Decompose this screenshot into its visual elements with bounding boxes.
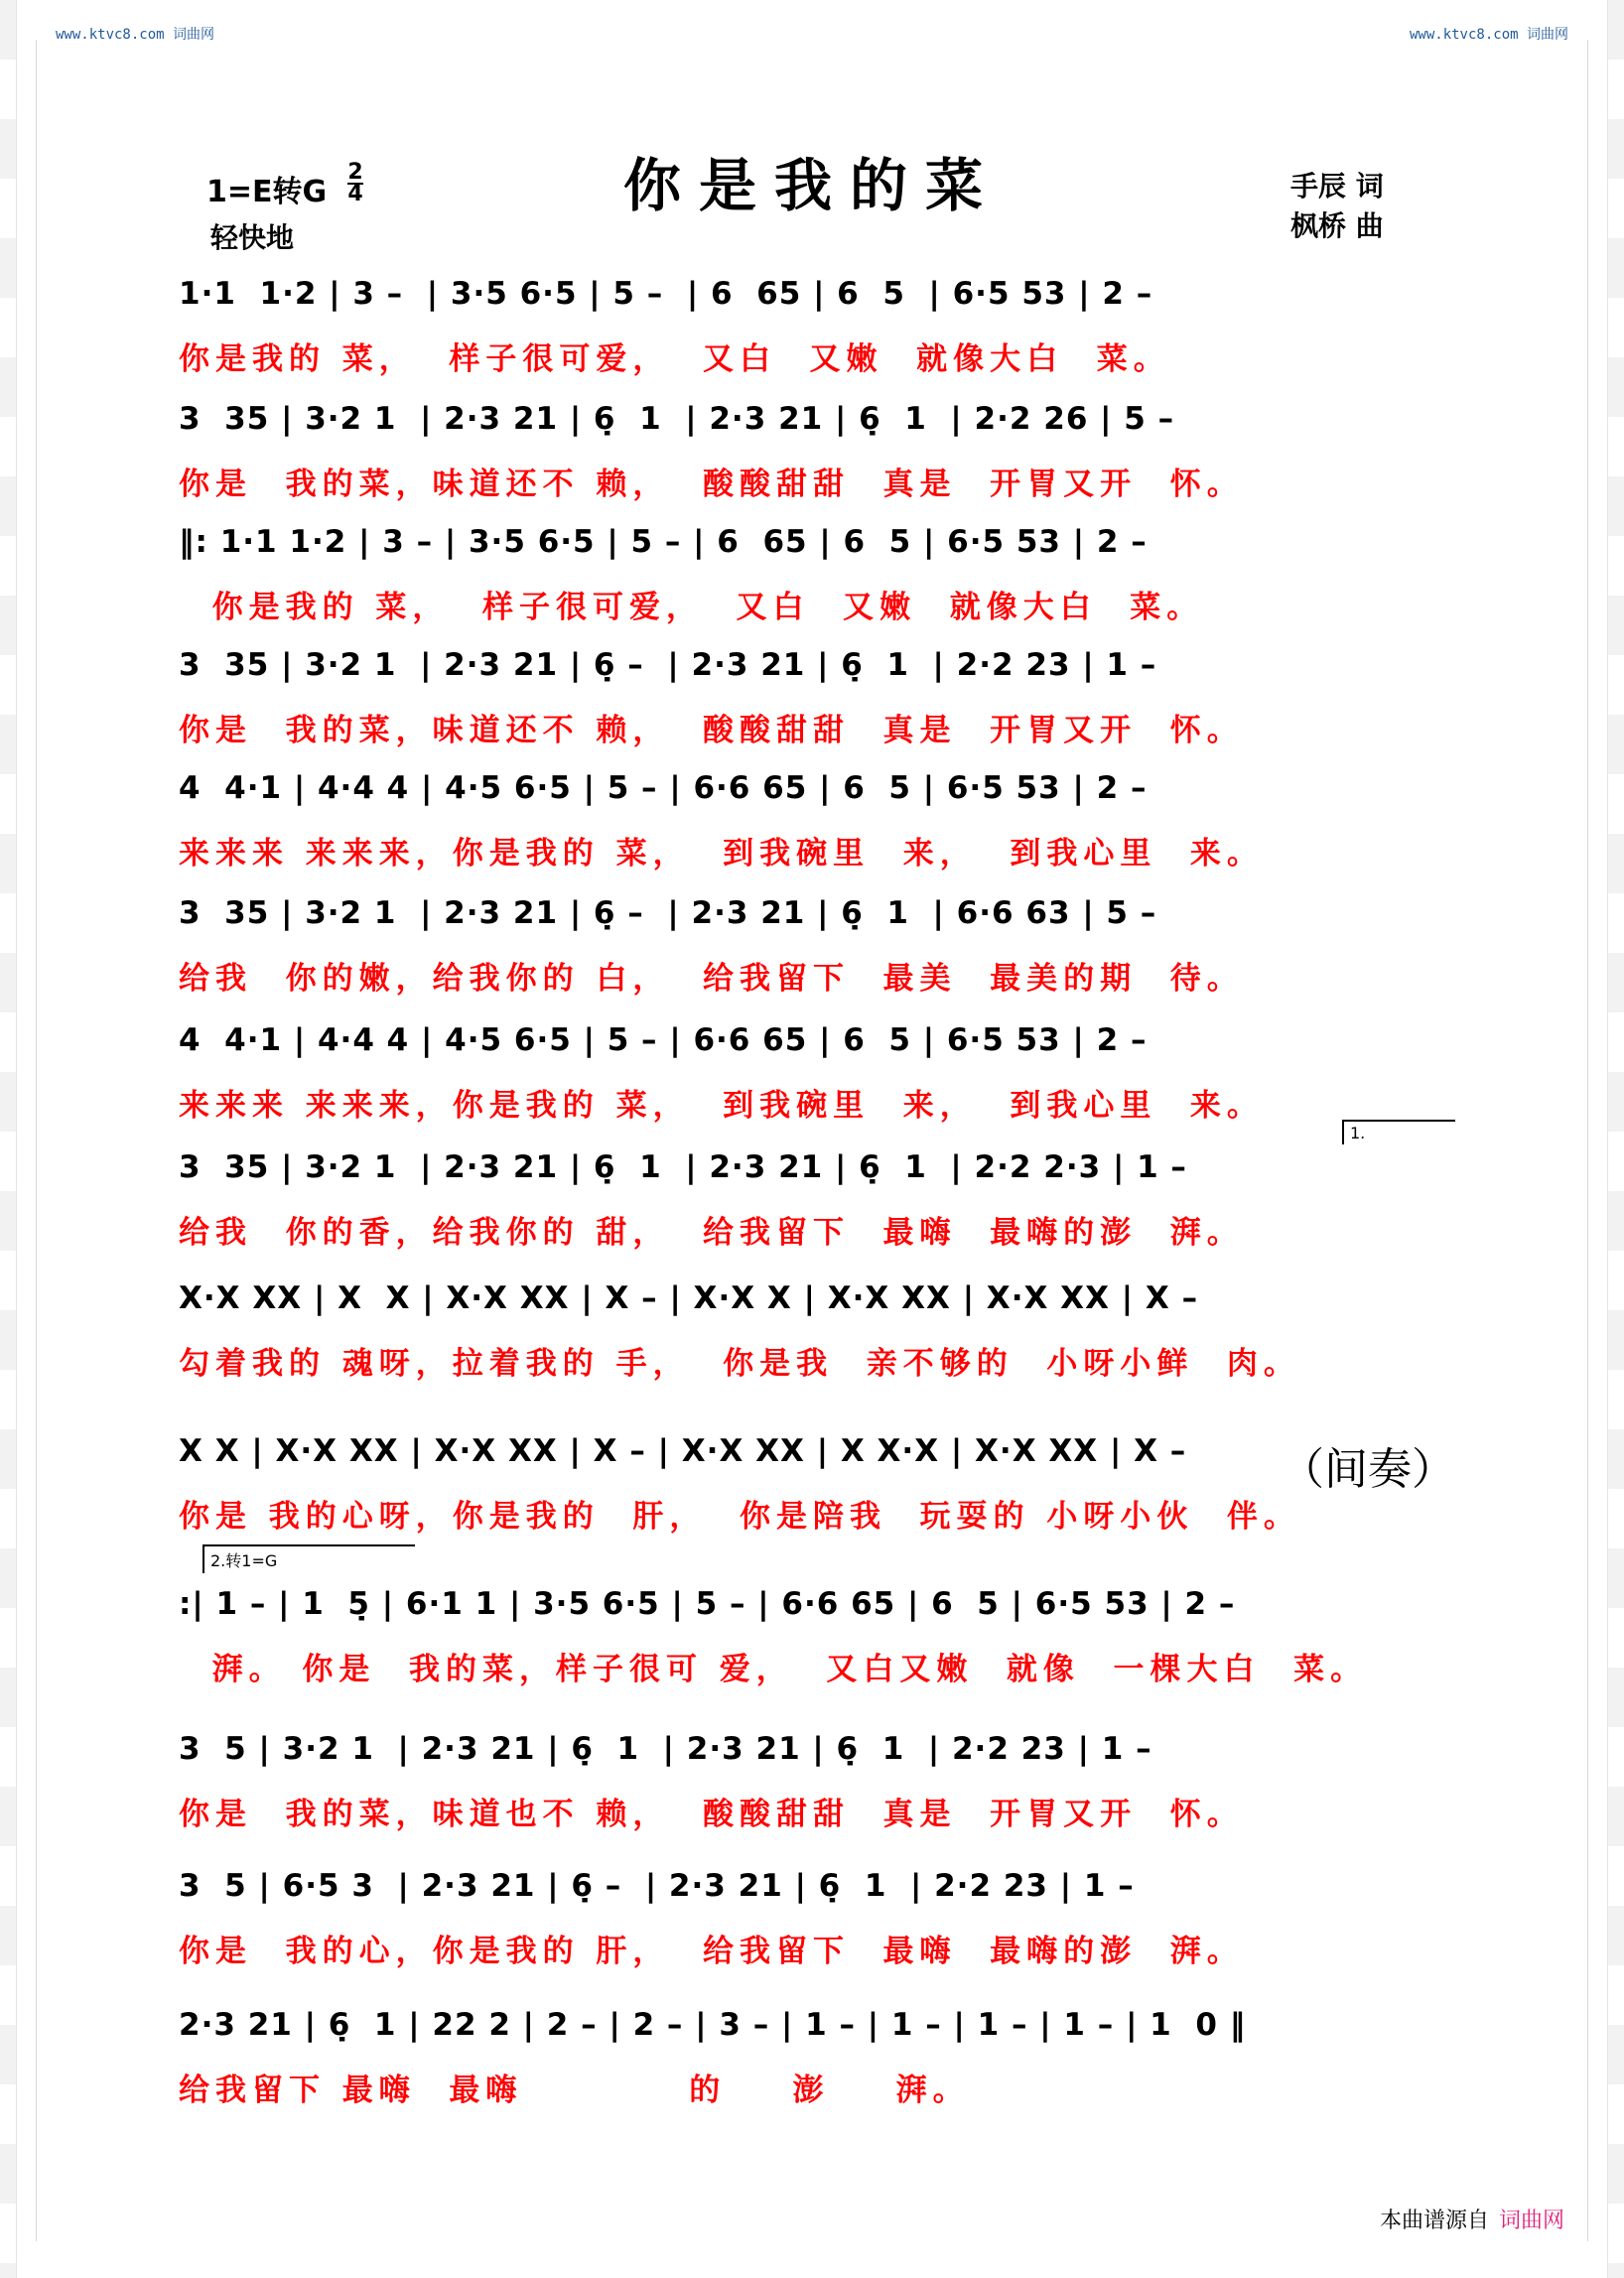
interlude-marking: （间奏） [1281,1444,1455,1495]
lyrics-row: 来来来 来来来，你是我的 菜， 到我碗里 来， 到我心里 来。 [179,1088,1264,1124]
lyrics-row: 你是 我的菜，味道还不 赖， 酸酸甜甜 真是 开胃又开 怀。 [179,713,1244,748]
lyrics-row: 来来来 来来来，你是我的 菜， 到我碗里 来， 到我心里 来。 [179,836,1264,871]
tempo-marking: 轻快地 [210,221,295,254]
notation-row: 3 5 | 6·5 3 | 2·3 21 | 6̣ – | 2·3 21 | 6̣ 1 | 2·2 23 | 1 – [179,1868,1135,1904]
key-signature: 1=E转G [206,175,328,209]
lyrics-row: 湃。 你是 我的菜，样子很可 爱， 又白又嫩 就像 一棵大白 菜。 [179,1652,1368,1687]
volta-1: 1. [1342,1120,1455,1144]
notation-row: 3 5 | 3·2 1 | 2·3 21 | 6̣ 1 | 2·3 21 | 6̣ 1 | 2·2 23 | 1 – [179,1731,1152,1767]
time-signature-bottom: 4 [347,182,363,206]
volta-2: 2.转1=G [203,1544,415,1573]
composer-credit: 枫桥 曲 [1290,209,1384,242]
notation-row: X X | X·X XX | X·X XX | X – | X·X XX | X X·X | X·X XX | X – [179,1433,1187,1469]
lyrics-row: 给我留下 最嗨 最嗨 的 澎 湃。 [179,2073,970,2108]
source-watermark-left: www.ktvc8.com 词曲网 [56,27,215,43]
footer-site: 词曲网 [1498,2209,1564,2233]
lyrics-row: 你是我的 菜， 样子很可爱， 又白 又嫩 就像大白 菜。 [179,590,1204,625]
lyricist-credit: 手辰 词 [1290,170,1384,202]
lyrics-row: 给我 你的嫩，给我你的 白， 给我留下 最美 最美的期 待。 [179,961,1244,997]
lyrics-row: 你是 我的菜，味道还不 赖， 酸酸甜甜 真是 开胃又开 怀。 [179,467,1244,502]
notation-row: 3 35 | 3·2 1 | 2·3 21 | 6̣ – | 2·3 21 | 6̣ 1 | 6·6 63 | 5 – [179,895,1157,931]
footer-source [1380,2204,1564,2234]
left-margin-strip [0,0,17,2278]
notation-row: 4 4·1 | 4·4 4 | 4·5 6·5 | 5 – | 6·6 65 | 6 5 | 6·5 53 | 2 – [179,1022,1148,1058]
source-watermark-right: www.ktvc8.com 词曲网 [1409,27,1568,43]
notation-row: 3 35 | 3·2 1 | 2·3 21 | 6̣ 1 | 2·3 21 | 6̣ 1 | 2·2 26 | 5 – [179,401,1175,437]
time-signature-top: 2 [347,160,363,185]
notation-row: 3 35 | 3·2 1 | 2·3 21 | 6̣ – | 2·3 21 | 6̣ 1 | 2·2 23 | 1 – [179,647,1157,683]
lyrics-row: 你是 我的菜，味道也不 赖， 酸酸甜甜 真是 开胃又开 怀。 [179,1797,1244,1832]
notation-row: X·X XX | X X | X·X XX | X – | X·X X | X·X XX | X·X XX | X – [179,1280,1199,1316]
notation-row: 1·1 1·2 | 3 – | 3·5 6·5 | 5 – | 6 65 | 6 5 | 6·5 53 | 2 – [179,276,1153,312]
notation-row: 4 4·1 | 4·4 4 | 4·5 6·5 | 5 – | 6·6 65 | 6 5 | 6·5 53 | 2 – [179,770,1148,806]
notation-row: :| 1 – | 1 5̣ | 6·1 1 | 3·5 6·5 | 5 – | 6·6 65 | 6 5 | 6·5 53 | 2 – [179,1586,1236,1622]
lyrics-row: 你是 我的心呀，你是我的 肝， 你是陪我 玩耍的 小呀小伙 伴。 [179,1499,1300,1535]
lyrics-row: 给我 你的香，给我你的 甜， 给我留下 最嗨 最嗨的澎 湃。 [179,1215,1244,1251]
lyrics-row: 你是 我的心，你是我的 肝， 给我留下 最嗨 最嗨的澎 湃。 [179,1934,1244,1969]
notation-row: ‖: 1·1 1·2 | 3 – | 3·5 6·5 | 5 – | 6 65 | 6 5 | 6·5 53 | 2 – [179,524,1148,560]
right-margin-strip [1607,0,1624,2278]
footer-label: 本曲谱源自 [1379,2209,1489,2233]
song-title: 你是我的菜 [622,152,1001,219]
notation-row: 3 35 | 3·2 1 | 2·3 21 | 6̣ 1 | 2·3 21 | 6̣ 1 | 2·2 2·3 | 1 – [179,1149,1187,1185]
lyrics-row: 你是我的 菜， 样子很可爱， 又白 又嫩 就像大白 菜。 [179,341,1170,377]
notation-row: 2·3 21 | 6̣ 1 | 22 2 | 2 – | 2 – | 3 – | 1 – | 1 – | 1 – | 1 – | 1 0 ‖ [179,2007,1247,2043]
lyrics-row: 勾着我的 魂呀，拉着我的 手， 你是我 亲不够的 小呀小鲜 肉。 [179,1346,1300,1382]
